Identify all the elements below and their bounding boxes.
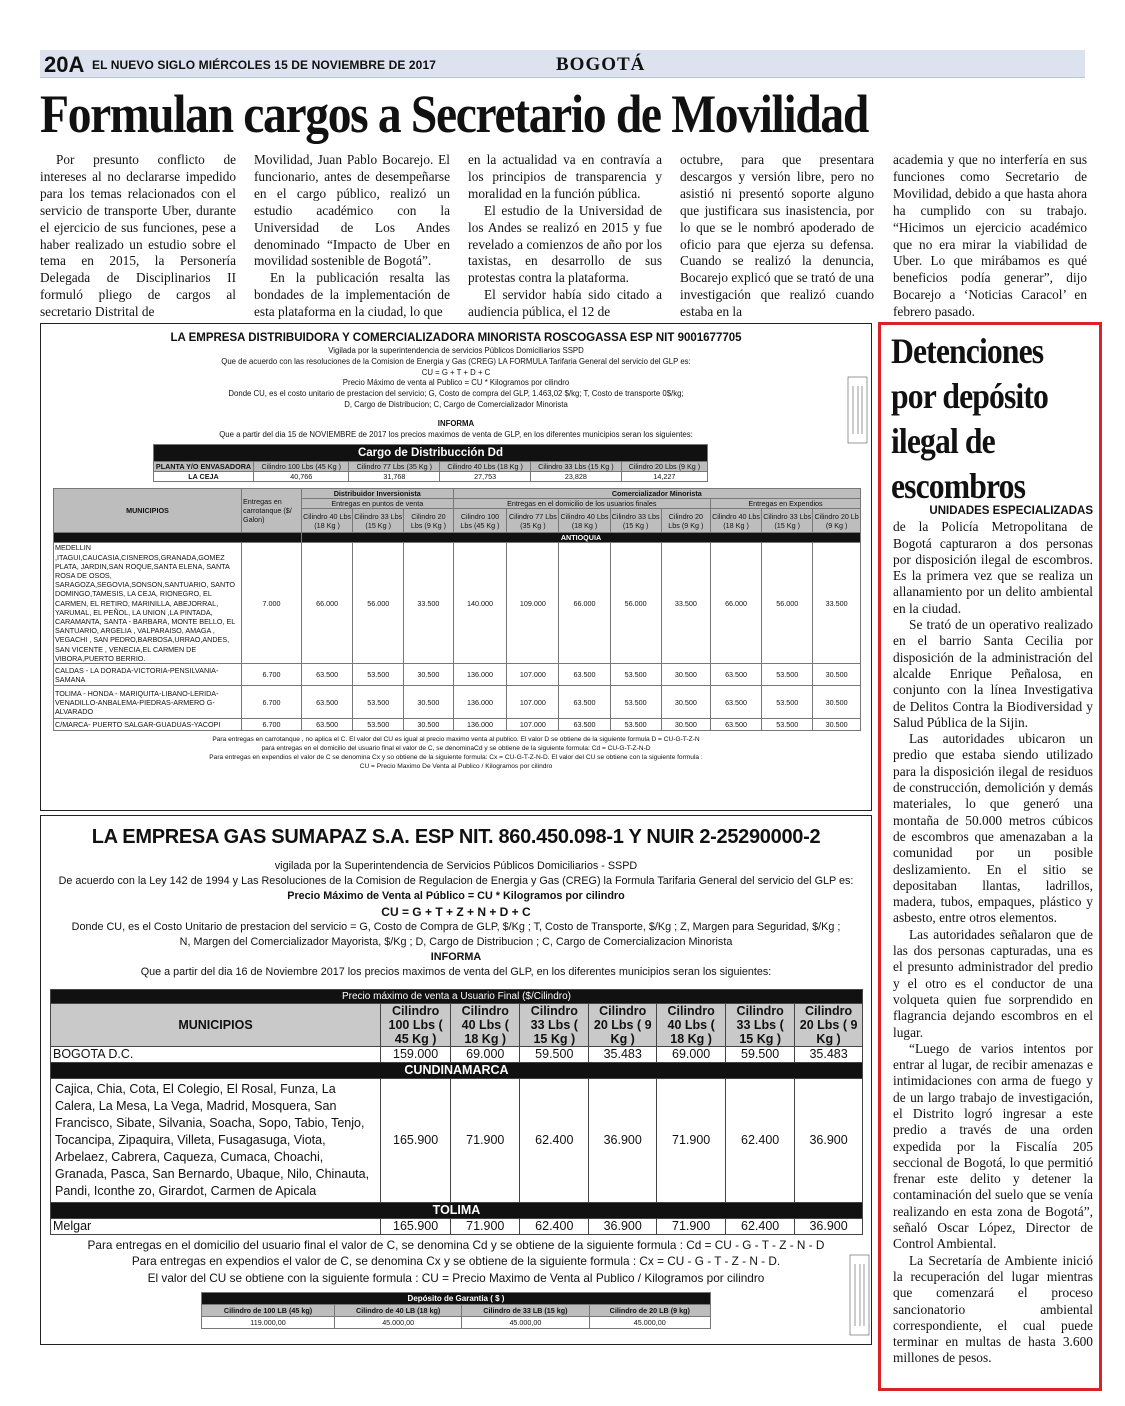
table-cell: 69.000 [657, 1046, 726, 1062]
column-header: Cilindro de 20 LB (9 kg) [589, 1305, 710, 1317]
table-cell: 165.900 [381, 1078, 451, 1202]
column-header: PLANTA Y/O ENVASADORA [154, 462, 254, 472]
sspd-logo [849, 1254, 871, 1338]
table-cell: 119.000,00 [202, 1317, 335, 1329]
notice-line: Donde CU, es el costo unitario de prestacion del servicio; G, Costo de compra del GLP, 1.463,02 $/kg; T, Costo de transporte 0$/kg; [228, 389, 684, 399]
table-cell: 45.000,00 [589, 1317, 710, 1329]
notice-line: Precio Máximo de Venta al Público = CU * Kilogramos por cilindro [287, 890, 625, 903]
footnote: Para entregas en expendios el valor de C, se denomina Cx y se obtiene de la siguiente formula : Cx = CU - G - T - Z - N - D. [131, 1254, 781, 1269]
column-header: Cilindro 40 Lbs (18 Kg ) [440, 462, 531, 472]
table-cell: 45.000,00 [462, 1317, 589, 1329]
article-column-1 [40, 152, 236, 321]
headline-line: por depósito [891, 376, 1048, 416]
table-cell: 107.000 [507, 686, 559, 719]
table-cell: 53.500 [353, 664, 404, 686]
table-cell: 63.500 [302, 719, 353, 731]
table-cell: 31,768 [349, 472, 440, 482]
table-cell: 107.000 [507, 719, 559, 731]
table-cell: 30.500 [661, 719, 710, 731]
municipios-cell: MEDELLIN ,ITAGUI,CAUCASIA,CISNEROS,GRANADA,GOMEZ PLATA, JARDIN,SAN ROQUE,SANTA ELENA, SANTA ROSA DE OSOS, SARAGOZA,SEGOVIA,SONSON,SANTUARIO, SANTO DOMINGO,TAMESIS, LA CEJA, RIONEGRO, EL CARMEN, EL RETIRO, MARINILLA, ABEJORRAL, YARUMAL, EL PEÑOL, LA UNION ,LA PINTADA, CARAMANTA, SANTA - BARBARA, MONTE BELLO, EL SANTUARIO, ARGELIA , VALPARAISO, AMAGA , VEGACHI , SAN PEDRO,BARBOSA,URRAO,ANDES, SAN VICENTE , VENECIA,EL CARMEN DE VIBORA,PUERTO BERRIO. [54, 543, 242, 664]
table-cell: 30.500 [813, 719, 861, 731]
headline: Formulan cargos a Secretario de Movilidad [40, 84, 868, 144]
table-cell: 63.500 [302, 664, 353, 686]
column-header: Cilindro 33 Lbs ( 15 Kg ) [726, 1003, 795, 1046]
section-name: BOGOTÁ [556, 54, 646, 75]
table-cell: 33.500 [813, 543, 861, 664]
table-cell: 33.500 [661, 543, 710, 664]
table-header-row [154, 462, 708, 472]
table-cell: 30.500 [813, 664, 861, 686]
municipios-cell: BOGOTA D.C. [51, 1046, 381, 1062]
notice-line: vigilada por la Superintendencia de Servicios Públicos Domiciliarios - SSPD [274, 860, 638, 872]
notice-line: Que de acuerdo con las resoluciones de la Comision de Energia y Gas (CREG) LA FORMULA Tarifaria General del servicio del GLP es: [221, 356, 691, 366]
column-header: Entregas en puntos de venta [302, 499, 454, 509]
region-tolima: TOLIMA [51, 1202, 863, 1218]
notice-line: Que a partir del dia 16 de Noviembre 2017 los precios maximos de venta del GLP, en los diferentes municipios seran los siguientes: [140, 966, 772, 979]
gas-sumapaz-notice [40, 815, 872, 1345]
table-cell: 30.500 [404, 686, 453, 719]
notice-line: D, Cargo de Distribucion; C, Cargo de Comercializador Minorista [344, 399, 568, 409]
column-header: Cilindro 33 Lbs ( 15 Kg ) [520, 1003, 589, 1046]
article-paragraph: La Secretaría de Ambiente inició la recuperación del lugar mientras que comenzará el proceso sancionatorio ambiental correspondiente, el cual puede terminar en multas de hasta 3.600 millones de pesos. [893, 1252, 1093, 1366]
column-header: Cilindro 100 Lbs (45 Kg ) [254, 462, 349, 472]
notice-line: Que a partir del dia 15 de NOVIEMBRE de 2017 los precios maximos de venta de GLP, en los diferentes municipios seran los siguientes: [219, 429, 693, 439]
article-paragraph: “Luego de varios intentos por entrar al lugar, de recibir amenazas e intimidaciones con arma de fuego y de un largo trabajo de investigación, el Distrito logró ingresar a este predio a través de una orden expedida por la Fiscalía 205 seccional de Bogotá, lo que permitió frenar este delito y detener la contaminación del suelo que se venía realizando en esta zona de Bogotá”, señaló Oscar López, Director de Control Ambiental. [893, 1040, 1093, 1252]
column-header: Entregas en el domicilio de los usuarios finales [453, 499, 710, 509]
article-paragraph: Se trató de un operativo realizado en el barrio Santa Cecilia por disposición de la administración del alcalde Enrique Peñalosa, en conjunto con la línea Investigativa de Delitos Contra la Biodiversidad y Salud Pública de la Sijin. [893, 617, 1093, 730]
table-cell: 36.900 [589, 1218, 657, 1234]
column-header: Comercializador Minorista [453, 489, 860, 499]
table-cell: 107.000 [507, 664, 559, 686]
column-header: Cilindro 40 Lbs (18 Kg ) [302, 509, 353, 533]
region-cundinamarca: CUNDINAMARCA [51, 1062, 863, 1078]
column-header: Cilindro de 100 LB (45 kg) [202, 1305, 335, 1317]
table-cell: 56.000 [762, 543, 813, 664]
table-cell: 30.500 [661, 664, 710, 686]
table-cell: 33.500 [404, 543, 453, 664]
table-cell: 53.500 [353, 719, 404, 731]
notice-line: CU = G + T + D + C [421, 367, 491, 377]
table-cell: 7.000 [242, 543, 302, 664]
column-header: Cilindro 20 Lbs ( 9 Kg ) [795, 1003, 863, 1046]
table-cell: 56.000 [353, 543, 404, 664]
column-header: Cilindro 20 Lbs (9 Kg ) [661, 509, 710, 533]
notice-line: Donde CU, es el Costo Unitario de prestacion del servicio = G, Costo de Compra de GLP, $/Kg ; T, Costo de Transporte, $/Kg ; Z, Margen para Seguridad, $/Kg ; [71, 920, 841, 933]
notice-line: Precio Máximo de venta al Publico = CU * Kilogramos por cilindro [342, 378, 570, 388]
table-row [54, 543, 861, 664]
municipios-cell: C/MARCA- PUERTO SALGAR-GUADUAS-YACOPI [54, 719, 242, 731]
table-cell: 62.400 [726, 1218, 795, 1234]
column-header: Entregas en carrotanque ($/ Galon) [242, 489, 302, 533]
column-header: Cilindro 40 Lbs (18 Kg ) [710, 509, 761, 533]
table-cell: 63.500 [302, 686, 353, 719]
table-cell: 36.900 [795, 1218, 863, 1234]
column-header: Entregas en Expendios [710, 499, 860, 509]
article-paragraph: academia y que no interfería en sus funciones como Secretario de Movilidad, debido a que hasta ahora ha cumplido con su trabajo. “Hicimos un ejercicio académico que no era mirar la viabilidad de Uber. Lo que mirábamos es qué beneficios podía generar”, dijo Bocarejo a ‘Noticias Caracol’ en febrero pasado. [893, 152, 1087, 320]
table-cell: 140.000 [453, 543, 507, 664]
table-cell: 63.500 [559, 664, 610, 686]
table-cell: 63.500 [710, 664, 761, 686]
table-cell: 59.500 [520, 1046, 589, 1062]
lead-caps: UNIDADES ESPECIALIZADAS [929, 505, 1093, 517]
distribution-table-title: Cargo de Distribucción Dd [154, 445, 708, 462]
municipios-cell: Cajica, Chia, Cota, El Colegio, El Rosal, Funza, La Calera, La Mesa, La Vega, Madrid, Mosquera, San Francisco, Sibate, Silvania, Soacha, Sopo, Tabio, Tenjo, Tocancipa, Zipaquira, Villeta, Fusagasuga, Viota, Arbelaez, Cabrera, Caqueza, Cumaca, Choachi, Granada, Pasca, San Bernardo, Ubaque, Nilo, Chinauta, Pandi, Iconthe zo, Girardot, Carmen de Apicala [51, 1078, 381, 1202]
table-cell: 53.500 [610, 664, 661, 686]
column-header: Cilindro 20 Lbs ( 9 Kg ) [589, 1003, 657, 1046]
column-header: Cilindro 33 Lbs (15 Kg ) [610, 509, 661, 533]
antioquia-price-table [53, 488, 861, 731]
table-cell: 35.483 [795, 1046, 863, 1062]
article-paragraph: El servidor había sido citado a audiencia pública, el 12 de [468, 287, 662, 320]
notice-line: CU = G + T + Z + N + D + C [381, 904, 531, 919]
footnote: para entregas en el domicilio del usuario final el valor de C, se denominaCd y se obtiene de la siguiente formula: Cd = CU-G-T-Z-N-D [261, 745, 651, 753]
table-cell: 66.000 [302, 543, 353, 664]
table-row [154, 472, 708, 482]
table-cell: 62.400 [726, 1078, 795, 1202]
article-paragraph: en la actualidad va en contravía a los principios de transparencia y moralidad en la función pública. [468, 152, 662, 201]
column-header: Cilindro 20 Lb (9 Kg ) [813, 509, 861, 533]
article-paragraph: Las autoridades ubicaron un predio que estaba siendo utilizado para la disposición ilegal de residuos de construcción, demolición y demás materiales, lo que generó una montaña de 50.000 metros cúbicos de escombros que amenazaban a la comunidad por un posible deslizamiento. En el sitio se depositaban llantas, ladrillos, madera, tubos, empaques, plástico y asbesto, entre otros elementos. [893, 731, 1093, 926]
table-cell: 40,766 [254, 472, 349, 482]
table-row [51, 1218, 863, 1234]
table-cell: 71.900 [451, 1218, 520, 1234]
table-cell: 59.500 [726, 1046, 795, 1062]
notice-footnotes [41, 1237, 871, 1287]
table-row [54, 664, 861, 686]
table-cell: 53.500 [610, 719, 661, 731]
column-header: Cilindro 40 Lbs ( 18 Kg ) [451, 1003, 520, 1046]
column-header: Distribuidor Inversionista [302, 489, 454, 499]
column-header: Cilindro 77 Lbs (35 Kg ) [349, 462, 440, 472]
table-cell: 63.500 [559, 719, 610, 731]
footnote: Para entregas en carrotanque , no aplica el C. El valor del CU es igual al precio maximo venta al publico. El valor D se obtiene de la siguiente formula D = CU-G-T-Z-N [212, 736, 700, 744]
table-cell: 53.500 [762, 719, 813, 731]
column-header: Cilindro 40 Lbs ( 18 Kg ) [657, 1003, 726, 1046]
table-cell: 36.900 [589, 1078, 657, 1202]
informa-label: INFORMA [437, 418, 475, 428]
article-paragraph: El estudio de la Universidad de los Andes se realizó en 2015 y fue revelado a comienzos de año por los taxistas, en desarrollo de sus protestas contra la plataforma. [468, 202, 662, 286]
headline-line: ilegal de [891, 421, 995, 461]
table-cell: 53.500 [762, 686, 813, 719]
table-cell: 63.500 [559, 686, 610, 719]
table-cell: 53.500 [353, 686, 404, 719]
column-header: Cilindro 100 Lbs ( 45 Kg ) [381, 1003, 451, 1046]
article-column-4 [680, 152, 874, 321]
table-cell: 56.000 [610, 543, 661, 664]
table-cell: 136.000 [453, 686, 507, 719]
table-cell: 71.900 [657, 1218, 726, 1234]
sumapaz-price-table [50, 989, 863, 1235]
table-cell: 23,828 [531, 472, 622, 482]
article-column-5 [893, 152, 1087, 321]
table-cell: 45.000,00 [335, 1317, 462, 1329]
notice-line: Vigilada por la superintendencia de servicios Públicos Domiciliarios SSPD [328, 346, 584, 355]
table-cell: 66.000 [559, 543, 610, 664]
article-paragraph: Por presunto conflicto de intereses al no declararse impedido para los temas relacionados con el servicio de transporte Uber, durante el ejercicio de sus funciones, pese a haber realizado un estudio sobre el tema en 2015, la Personería Delegada de Disciplinarios II formuló pliego de cargos al secretario Distrital de [40, 152, 236, 320]
article-paragraph: En la publicación resalta las bondades de la implementación de esta plataforma en la ciudad, lo que [254, 270, 450, 320]
column-header: Cilindro 40 Lbs (18 Kg ) [559, 509, 610, 533]
table-cell: 14,227 [621, 472, 707, 482]
article-column-2 [254, 152, 450, 321]
table-cell: 30.500 [404, 664, 453, 686]
table-cell: 71.900 [657, 1078, 726, 1202]
informa-label: INFORMA [430, 951, 482, 964]
table-cell: 27,753 [440, 472, 531, 482]
column-header: Cilindro 33 Lbs (15 Kg ) [353, 509, 404, 533]
page-number: 20A [44, 52, 85, 77]
table-cell: 159.000 [381, 1046, 451, 1062]
column-header: Cilindro 20 Lbs (9 Kg ) [621, 462, 707, 472]
table-cell: 136.000 [453, 719, 507, 731]
distribution-charge-table [153, 444, 708, 482]
column-header: Cilindro de 33 LB (15 kg) [462, 1305, 589, 1317]
table-cell: 30.500 [813, 686, 861, 719]
column-header: Cilindro 33 Lbs (15 Kg ) [762, 509, 813, 533]
column-header: Cilindro de 40 LB (18 kg) [335, 1305, 462, 1317]
notice-line: De acuerdo con la Ley 142 de 1994 y Las Resoluciones de la Comision de Regulacion de Energia y Gas (CREG) la Formula Tarifaria General del servicio del GLP es: [58, 875, 854, 888]
table-row [202, 1317, 711, 1329]
column-header: Cilindro 77 Lbs (35 Kg ) [507, 509, 559, 533]
notice-footnotes [41, 735, 871, 771]
notice-title: LA EMPRESA GAS SUMAPAZ S.A. ESP NIT. 860.450.098-1 Y NUIR 2-25290000-2 [91, 826, 821, 848]
table-cell: 6.700 [242, 719, 302, 731]
headline-line: escombros [891, 466, 1026, 506]
article-column-3 [468, 152, 662, 321]
footnote: Para entregas en expendios el valor de C se denomina Cx y so obtiene de la siguiente formula: Cx = CU-G-T-Z-N-D. El valor del CU se obtiene con la siguiente formula : [209, 754, 703, 762]
column-header: MUNICIPIOS [51, 1003, 381, 1046]
table-cell: 53.500 [610, 686, 661, 719]
table-cell: 6.700 [242, 664, 302, 686]
table-cell: 71.900 [451, 1078, 520, 1202]
table-cell: 30.500 [661, 686, 710, 719]
paper-dateline: EL NUEVO SIGLO MIÉRCOLES 15 DE NOVIEMBRE DE 2017 [92, 58, 436, 72]
table-cell: 62.400 [520, 1078, 589, 1202]
table-cell: 63.500 [710, 686, 761, 719]
table-cell: 165.900 [381, 1218, 451, 1234]
table-cell: 35.483 [589, 1046, 657, 1062]
table-row [51, 1046, 863, 1062]
sidebar-article [878, 322, 1102, 1391]
notice-title: LA EMPRESA DISTRIBUIDORA Y COMERCIALIZADORA MINORISTA ROSCOGASSA ESP NIT 9001677705 [170, 332, 742, 344]
article-paragraph: octubre, para que presentara descargos y versión libre, pero no asistió ni presentó soporte alguno que justificara sus inasistencia, por lo que se le nombró apoderado de oficio para que ejerza su defensa. Cuando se realizó la denuncia, Bocarejo explicó que se trató de una investigación que realizó cuando estaba en la [680, 152, 874, 320]
footnote: Para entregas en el domicilio del usuario final el valor de C, se denomina Cd y se obtiene de la siguiente formula : Cd = CU - G - T - Z - N - D [87, 1237, 825, 1252]
column-header: Cilindro 33 Lbs (15 Kg ) [531, 462, 622, 472]
table-cell: 69.000 [451, 1046, 520, 1062]
municipios-cell: CALDAS - LA DORADA-VICTORIA-PENSILVANIA-SAMANA [54, 664, 242, 686]
table-cell: 63.500 [710, 719, 761, 731]
table-cell: 109.000 [507, 543, 559, 664]
municipios-cell: TOLIMA - HONDA - MARIQUITA-LIBANO-LERIDA-VENADILLO-ANBALEMA-PIEDRAS-ARMERO G-ALVARADO [54, 686, 242, 719]
headline-line: Detenciones [891, 331, 1044, 371]
table-row [51, 1078, 863, 1202]
column-header: Cilindro 100 Lbs (45 Kg ) [453, 509, 507, 533]
table-cell: 36.900 [795, 1078, 863, 1202]
footnote: El valor del CU se obtiene con la siguiente formula : CU = Precio Maximo de Venta al Publico / Kilogramos por cilindro [147, 1270, 765, 1285]
table-cell: 136.000 [453, 664, 507, 686]
region-antioquia: ANTIOQUIA [302, 533, 861, 543]
table-cell: LA CEJA [154, 472, 254, 482]
column-header: MUNICIPIOS [54, 489, 242, 533]
notice-intro [41, 346, 871, 440]
table-cell: 53.500 [762, 664, 813, 686]
deposit-table [201, 1292, 711, 1329]
price-table-title: Precio máximo de venta a Usuario Final ($/Cilindro) [51, 989, 863, 1003]
table-cell: 30.500 [404, 719, 453, 731]
roscogassa-notice [40, 323, 872, 811]
deposit-title: Depósito de Garantia ( $ ) [202, 1293, 711, 1305]
notice-line: N, Margen del Comercializador Mayorista, $/Kg ; D, Cargo de Distribucion ; C, Cargo de Comercializacion Minorista [179, 936, 733, 949]
column-header: Cilindro 20 Lbs (9 Kg ) [404, 509, 453, 533]
article-paragraph: Las autoridades señalaron que de las dos personas capturadas, una es el presunto administrador del predio y el otro es el conductor de una volqueta quien fue sorprendido en flagrancia dejando escombros en el lugar. [893, 926, 1093, 1040]
footnote: CU = Precio Maximo De Venta al Publico / Kilogramos por cilindro [359, 763, 553, 771]
municipios-cell: Melgar [51, 1218, 381, 1234]
table-row [54, 686, 861, 719]
table-cell: 62.400 [520, 1218, 589, 1234]
article-paragraph: Movilidad, Juan Pablo Bocarejo. El funcionario, antes de desempeñarse en el cargo público, realizó un estudio académico con la Universidad de Los Andes denominado “Impacto de Uber en movilidad sostenible de Bogotá”. [254, 152, 450, 269]
table-row [54, 719, 861, 731]
notice-intro [41, 859, 871, 981]
article-paragraph: UNIDADES ESPECIALIZADAS de la Policía Metropolitana de Bogotá capturaron a dos personas por disposición ilegal de escombros. Es la primera vez que se realiza un allanamiento por un delito ambiental en la ciudad. [893, 505, 1093, 616]
sspd-logo [847, 376, 869, 446]
sidebar-body [893, 503, 1093, 1367]
table-cell: 6.700 [242, 686, 302, 719]
page-header [40, 50, 1085, 78]
table-cell: 66.000 [710, 543, 761, 664]
sidebar-headline [891, 329, 1071, 509]
